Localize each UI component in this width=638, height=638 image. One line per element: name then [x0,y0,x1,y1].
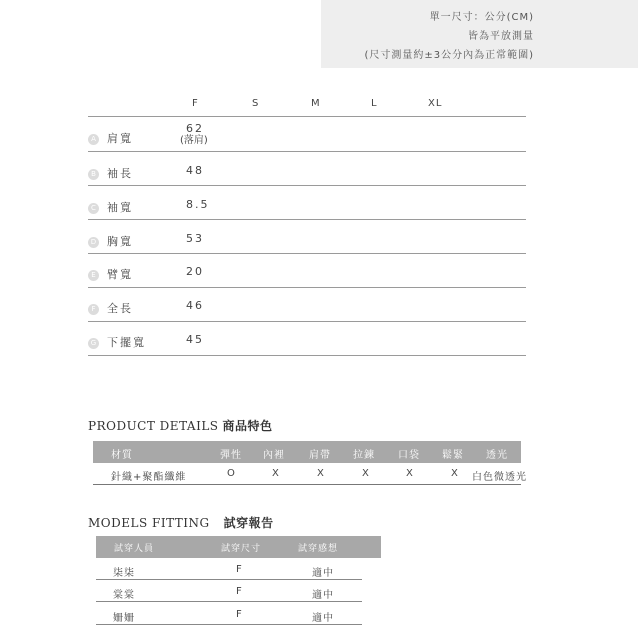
mf-row-divider [96,624,362,625]
measure-value-arm: 20 [186,265,204,278]
mf-row-feel: 適中 [312,613,334,624]
size-col-xl: XL [428,98,443,109]
mf-row-size: F [236,564,243,575]
measure-label-sleeve-width: C 袖寬 [88,199,133,215]
pd-header-strap: 肩帶 [309,450,331,461]
row-divider [88,321,526,322]
mf-row-size: F [236,586,243,597]
pd-header-sheer: 透光 [486,450,508,461]
mf-header-model: 試穿人員 [114,544,155,554]
models-fitting-title: MODELS FITTING 試穿報告 [88,516,274,530]
measure-label-arm: E 臂寬 [88,266,133,282]
mf-row-divider [96,579,362,580]
pd-header-stretch: 彈性 [220,450,242,461]
pd-value-zipper: X [362,468,370,479]
pd-header-pocket: 口袋 [398,450,420,461]
measure-value-sleeve-width: 8.5 [186,198,210,211]
product-details-header [93,441,521,463]
pd-value-pocket: X [406,468,414,479]
row-divider [88,355,526,356]
size-col-f: F [192,98,199,109]
pd-header-zipper: 拉鍊 [353,450,375,461]
measure-value-hem: 45 [186,333,204,346]
pd-value-stretch: O [227,468,236,479]
mf-row-divider [96,601,362,602]
size-col-s: S [252,98,260,109]
mf-row-size: F [236,609,243,620]
size-col-l: L [371,98,378,109]
pd-header-lining: 內裡 [263,450,285,461]
measure-value-shoulder: 62 (落肩) [180,122,208,146]
badge-g-icon: G [88,338,99,349]
row-divider [88,219,526,220]
row-divider [88,151,526,152]
badge-b-icon: B [88,169,99,180]
models-fitting-header [96,536,381,558]
measure-label-hem: G 下擺寬 [88,334,146,350]
pd-value-strap: X [317,468,325,479]
unit-note-box [321,0,638,68]
badge-a-icon: A [88,134,99,145]
mf-header-feel: 試穿感想 [298,544,339,554]
mf-row-name: 棠棠 [113,590,135,601]
measure-label-length: F 全長 [88,300,133,316]
measure-value-sleeve-length: 48 [186,164,204,177]
measure-note-shoulder: (落肩) [180,135,208,146]
badge-e-icon: E [88,270,99,281]
badge-f-icon: F [88,304,99,315]
product-details-title: PRODUCT DETAILS 商品特色 [88,419,273,433]
unit-note-line-3: (尺寸測量約±3公分內為正常範圍) [364,50,534,61]
pd-header-elastic: 鬆緊 [442,450,464,461]
measure-label-chest: D 胸寬 [88,233,133,249]
mf-row-feel: 適中 [312,590,334,601]
mf-header-size: 試穿尺寸 [221,544,262,554]
pd-value-elastic: X [451,468,459,479]
pd-header-material: 材質 [111,450,133,461]
measure-value-length: 46 [186,299,204,312]
measure-value-chest: 53 [186,232,204,245]
product-details-divider [93,484,521,485]
pd-value-sheer: 白色微透光 [472,472,527,483]
pd-value-lining: X [272,468,280,479]
pd-value-material: 針織+聚酯纖維 [111,472,187,483]
badge-c-icon: C [88,203,99,214]
row-divider [88,287,526,288]
size-col-m: M [311,98,321,109]
measure-label-sleeve-length: B 袖長 [88,165,133,181]
badge-d-icon: D [88,237,99,248]
mf-row-name: 柒柒 [113,568,135,579]
unit-note-line-1: 單一尺寸：公分(CM) [429,12,534,23]
row-divider [88,185,526,186]
size-header-divider [88,116,526,117]
mf-row-feel: 適中 [312,568,334,579]
mf-row-name: 姍姍 [113,613,135,624]
row-divider [88,253,526,254]
measure-label-shoulder: A 肩寬 [88,130,133,146]
unit-note-line-2: 皆為平放測量 [468,31,534,42]
